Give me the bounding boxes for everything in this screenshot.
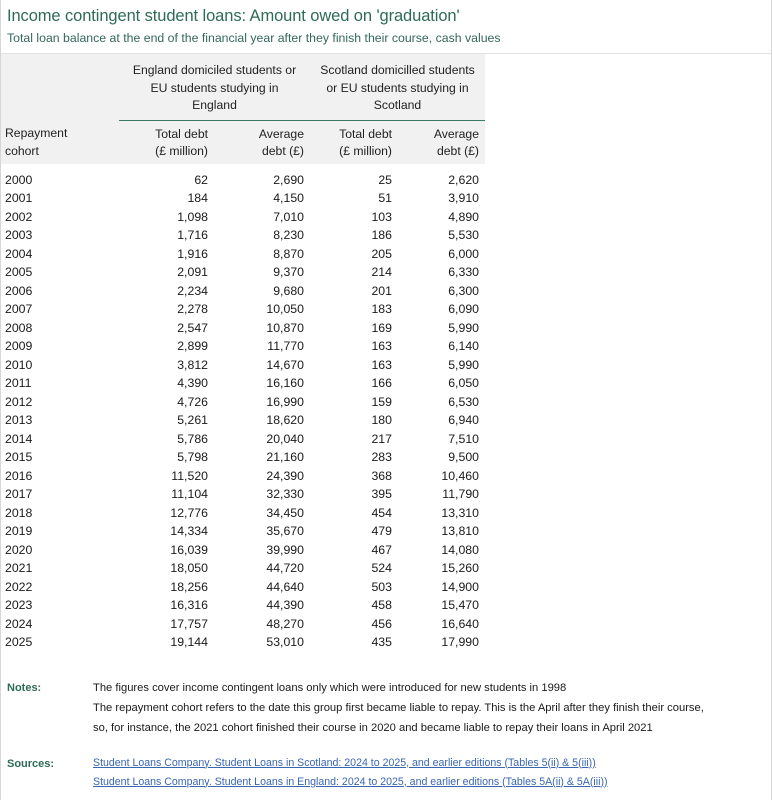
cell-sco_avg: 11,790 <box>442 487 479 501</box>
cell-sco_total: 159 <box>371 394 392 409</box>
cell-eng_total: 16,316 <box>170 598 208 612</box>
note-line: The repayment cohort refers to the date this group first became liable to repay. This is the April after they finish their course, <box>93 701 704 714</box>
table-row <box>1 522 485 541</box>
cell-sco_avg: 2,620 <box>448 172 479 187</box>
table-row <box>1 356 485 375</box>
cell-sco_total: 186 <box>371 228 392 242</box>
cell-eng_avg: 48,270 <box>266 616 304 631</box>
col1-line1: Average <box>258 126 304 141</box>
cell-eng_avg: 11,770 <box>267 339 304 353</box>
cell-eng_avg: 24,390 <box>266 468 304 483</box>
column-header-england-average <box>214 120 310 169</box>
column-header-cohort <box>1 120 119 169</box>
cell-year: 2018 <box>5 505 33 520</box>
cell-sco_avg: 6,330 <box>448 265 479 279</box>
cell-eng_avg: 10,870 <box>266 320 304 335</box>
cell-sco_total: 163 <box>371 339 392 353</box>
cell-sco_avg: 15,470 <box>441 598 479 612</box>
column-header-scotland-average <box>398 120 485 169</box>
cell-eng_total: 1,098 <box>177 209 208 224</box>
cell-eng_total: 4,390 <box>177 376 208 390</box>
cell-eng_total: 5,798 <box>177 450 208 464</box>
table-row <box>1 245 485 264</box>
cell-sco_total: 205 <box>371 246 392 261</box>
cell-year: 2004 <box>5 246 33 261</box>
cell-sco_avg: 7,510 <box>448 431 479 446</box>
cell-year: 2006 <box>5 283 33 298</box>
table-row <box>1 430 485 449</box>
cell-year: 2012 <box>5 394 33 409</box>
loans-table <box>1 54 485 652</box>
title-block <box>1 0 771 47</box>
cell-eng_total: 1,716 <box>177 228 208 242</box>
cell-eng_total: 2,547 <box>177 320 208 335</box>
cell-year: 2009 <box>5 339 33 353</box>
cell-sco_total: 103 <box>371 209 392 224</box>
column-header-scotland-total <box>310 120 398 169</box>
cell-year: 2010 <box>5 357 33 372</box>
cell-sco_avg: 15,260 <box>441 561 479 575</box>
notes-body <box>93 678 771 738</box>
table-row <box>1 319 485 338</box>
table-row <box>1 393 485 412</box>
cell-eng_avg: 14,670 <box>266 357 304 372</box>
cell-year: 2025 <box>5 635 33 649</box>
cohort-label-line1: Repayment <box>5 126 68 140</box>
column-header-row <box>1 120 485 169</box>
table-row <box>1 282 485 301</box>
col0-line1: Total debt <box>155 126 208 141</box>
cell-sco_total: 25 <box>378 172 392 187</box>
cell-eng_total: 5,786 <box>177 431 208 446</box>
cell-eng_avg: 44,640 <box>266 579 304 594</box>
source-link[interactable]: Student Loans Company. Student Loans in Scotland: 2024 to 2025, and earlier editions (Tables 5(ii) & 5(iii)) <box>93 756 596 769</box>
cell-eng_total: 2,278 <box>177 302 208 316</box>
cell-sco_total: 368 <box>371 468 392 483</box>
cell-year: 2014 <box>5 431 33 446</box>
cell-year: 2001 <box>5 191 33 205</box>
cell-year: 2002 <box>5 209 33 224</box>
cell-sco_total: 395 <box>371 487 392 501</box>
cell-year: 2003 <box>5 228 33 242</box>
cell-eng_total: 18,256 <box>170 579 208 594</box>
cell-sco_total: 524 <box>371 561 392 575</box>
cell-sco_total: 183 <box>371 302 392 316</box>
cell-year: 2005 <box>5 265 33 279</box>
cell-eng_total: 11,520 <box>171 468 208 483</box>
sources-section <box>7 754 771 792</box>
cell-sco_total: 214 <box>371 265 392 279</box>
note-line: so, for instance, the 2021 cohort finished their course in 2020 and became liable to repay their loans in April 2021 <box>93 721 653 734</box>
cell-eng_total: 18,050 <box>170 561 208 575</box>
group-england-line3: England <box>192 98 237 112</box>
cell-year: 2019 <box>5 524 33 538</box>
sources-label: Sources: <box>7 757 55 770</box>
table-row <box>1 485 485 504</box>
cell-sco_avg: 13,810 <box>441 524 479 538</box>
table-row <box>1 208 485 227</box>
cell-eng_total: 12,776 <box>170 505 208 520</box>
col3-line1: Average <box>433 126 479 141</box>
cell-year: 2000 <box>5 172 33 187</box>
cell-year: 2013 <box>5 413 33 427</box>
col2-line2: (£ million) <box>339 144 392 158</box>
cell-sco_total: 456 <box>371 616 392 631</box>
group-header-england <box>119 54 310 120</box>
cell-eng_avg: 53,010 <box>266 635 304 649</box>
cell-eng_total: 4,726 <box>177 394 208 409</box>
cell-eng_total: 184 <box>187 191 208 205</box>
group-england-line2: EU students studying in <box>150 80 279 95</box>
cell-sco_total: 166 <box>371 376 392 390</box>
cell-eng_total: 62 <box>194 172 208 187</box>
cell-eng_avg: 44,720 <box>266 561 304 575</box>
data-table-container <box>1 54 771 652</box>
cell-sco_avg: 16,640 <box>441 616 479 631</box>
cell-eng_avg: 2,690 <box>273 172 304 187</box>
table-row <box>1 448 485 467</box>
cell-sco_avg: 5,990 <box>448 320 479 335</box>
col1-line2: debt (£) <box>261 144 304 158</box>
cell-year: 2011 <box>5 376 32 390</box>
group-header-row <box>1 54 485 120</box>
source-link[interactable]: Student Loans Company. Student Loans in England: 2024 to 2025, and earlier editions (Tables 5A(ii) & 5A(iii)) <box>93 775 608 788</box>
cell-sco_total: 458 <box>371 598 392 612</box>
cell-eng_avg: 20,040 <box>266 431 304 446</box>
cell-sco_total: 169 <box>371 320 392 335</box>
col3-line2: debt (£) <box>436 144 479 158</box>
note-line: The figures cover income contingent loans only which were introduced for new students in 1998 <box>93 681 567 694</box>
cell-eng_total: 14,334 <box>170 524 208 538</box>
cell-eng_avg: 34,450 <box>266 505 304 520</box>
table-head <box>1 54 485 169</box>
cell-sco_avg: 4,890 <box>448 209 479 224</box>
table-row <box>1 596 485 615</box>
cell-sco_avg: 5,990 <box>448 357 479 372</box>
cell-year: 2007 <box>5 302 33 316</box>
cell-sco_avg: 6,300 <box>448 283 479 298</box>
cell-eng_avg: 16,990 <box>266 394 304 409</box>
notes-label: Notes: <box>7 681 42 694</box>
cell-sco_avg: 6,090 <box>448 302 479 316</box>
cell-eng_avg: 8,870 <box>273 246 304 261</box>
sources-body <box>93 754 771 792</box>
cell-eng_total: 5,261 <box>177 413 208 427</box>
group-header-spacer <box>1 54 119 120</box>
cell-eng_avg: 10,050 <box>266 302 304 316</box>
table-row <box>1 559 485 578</box>
cell-sco_total: 503 <box>371 579 392 594</box>
cell-sco_total: 163 <box>371 357 392 372</box>
cell-sco_total: 51 <box>378 191 392 205</box>
cell-sco_total: 479 <box>371 524 392 538</box>
cell-eng_avg: 16,160 <box>266 376 304 390</box>
cell-eng_avg: 8,230 <box>273 228 304 242</box>
cell-sco_total: 201 <box>371 283 392 298</box>
cell-eng_avg: 35,670 <box>266 524 304 538</box>
table-body <box>1 169 485 652</box>
table-row <box>1 411 485 430</box>
cell-year: 2015 <box>5 450 33 464</box>
table-row <box>1 169 485 190</box>
cell-sco_total: 467 <box>371 542 392 557</box>
cell-year: 2023 <box>5 598 33 612</box>
table-row <box>1 541 485 560</box>
cell-eng_avg: 18,620 <box>266 413 304 427</box>
cell-sco_total: 454 <box>371 505 392 520</box>
table-row <box>1 504 485 523</box>
cell-eng_total: 19,144 <box>170 635 208 649</box>
col0-line2: (£ million) <box>155 144 208 158</box>
cell-eng_avg: 9,370 <box>273 265 304 279</box>
table-row <box>1 615 485 634</box>
cell-sco_avg: 5,530 <box>448 228 479 242</box>
cell-eng_total: 17,757 <box>170 616 208 631</box>
cell-eng_avg: 21,160 <box>266 450 304 464</box>
cell-sco_avg: 9,500 <box>448 450 479 464</box>
cell-sco_total: 283 <box>371 450 392 464</box>
cell-sco_avg: 3,910 <box>448 191 479 205</box>
group-england-line1: England domiciled students or <box>132 63 297 77</box>
group-scotland-line3: Scotland <box>373 98 422 112</box>
table-row <box>1 374 485 393</box>
column-header-england-total <box>119 120 214 169</box>
cell-sco_avg: 6,140 <box>448 339 479 353</box>
cell-year: 2021 <box>5 561 33 575</box>
page-title: Income contingent student loans: Amount owed on 'graduation' <box>7 7 460 25</box>
cell-eng_total: 11,104 <box>171 487 208 501</box>
table-row <box>1 578 485 597</box>
cell-sco_avg: 17,990 <box>441 635 479 649</box>
notes-section <box>7 678 771 738</box>
cell-year: 2017 <box>5 487 33 501</box>
cell-eng_avg: 9,680 <box>273 283 304 298</box>
cell-sco_total: 180 <box>371 413 392 427</box>
cell-eng_total: 1,916 <box>177 246 208 261</box>
cell-year: 2016 <box>5 468 33 483</box>
cell-eng_avg: 39,990 <box>266 542 304 557</box>
cell-sco_avg: 14,900 <box>441 579 479 594</box>
cell-sco_avg: 13,310 <box>441 505 479 520</box>
cell-year: 2008 <box>5 320 33 335</box>
table-row <box>1 263 485 282</box>
cell-eng_total: 2,234 <box>177 283 208 298</box>
table-row <box>1 300 485 319</box>
cell-eng_avg: 7,010 <box>273 209 304 224</box>
cell-sco_avg: 6,530 <box>448 394 479 409</box>
cell-year: 2024 <box>5 616 33 631</box>
cell-eng_avg: 4,150 <box>273 191 304 205</box>
footer <box>1 678 771 792</box>
cell-sco_avg: 6,000 <box>448 246 479 261</box>
table-row <box>1 337 485 356</box>
table-row <box>1 189 485 208</box>
cell-eng_avg: 44,390 <box>266 598 304 612</box>
cell-sco_avg: 6,050 <box>448 376 479 390</box>
cell-eng_total: 16,039 <box>170 542 208 557</box>
group-scotland-line1: Scotland domicilled students <box>320 63 475 77</box>
cell-year: 2020 <box>5 542 33 557</box>
cohort-label-line2: cohort <box>5 143 39 158</box>
cell-sco_avg: 6,940 <box>448 413 479 427</box>
cell-eng_total: 2,091 <box>177 265 208 279</box>
cell-eng_avg: 32,330 <box>266 487 304 501</box>
cell-sco_total: 217 <box>371 431 392 446</box>
group-scotland-line2: or EU students studying in <box>326 80 469 95</box>
cell-eng_total: 3,812 <box>177 357 208 372</box>
group-header-scotland <box>310 54 485 120</box>
col2-line1: Total debt <box>339 126 392 141</box>
cell-sco_avg: 10,460 <box>441 468 479 483</box>
cell-eng_total: 2,899 <box>177 339 208 353</box>
cell-sco_total: 435 <box>371 635 392 649</box>
cell-year: 2022 <box>5 579 33 594</box>
table-row <box>1 467 485 486</box>
table-row <box>1 633 485 652</box>
table-row <box>1 226 485 245</box>
cell-sco_avg: 14,080 <box>441 542 479 557</box>
page-subtitle: Total loan balance at the end of the financial year after they finish their course, cash values <box>7 31 501 45</box>
